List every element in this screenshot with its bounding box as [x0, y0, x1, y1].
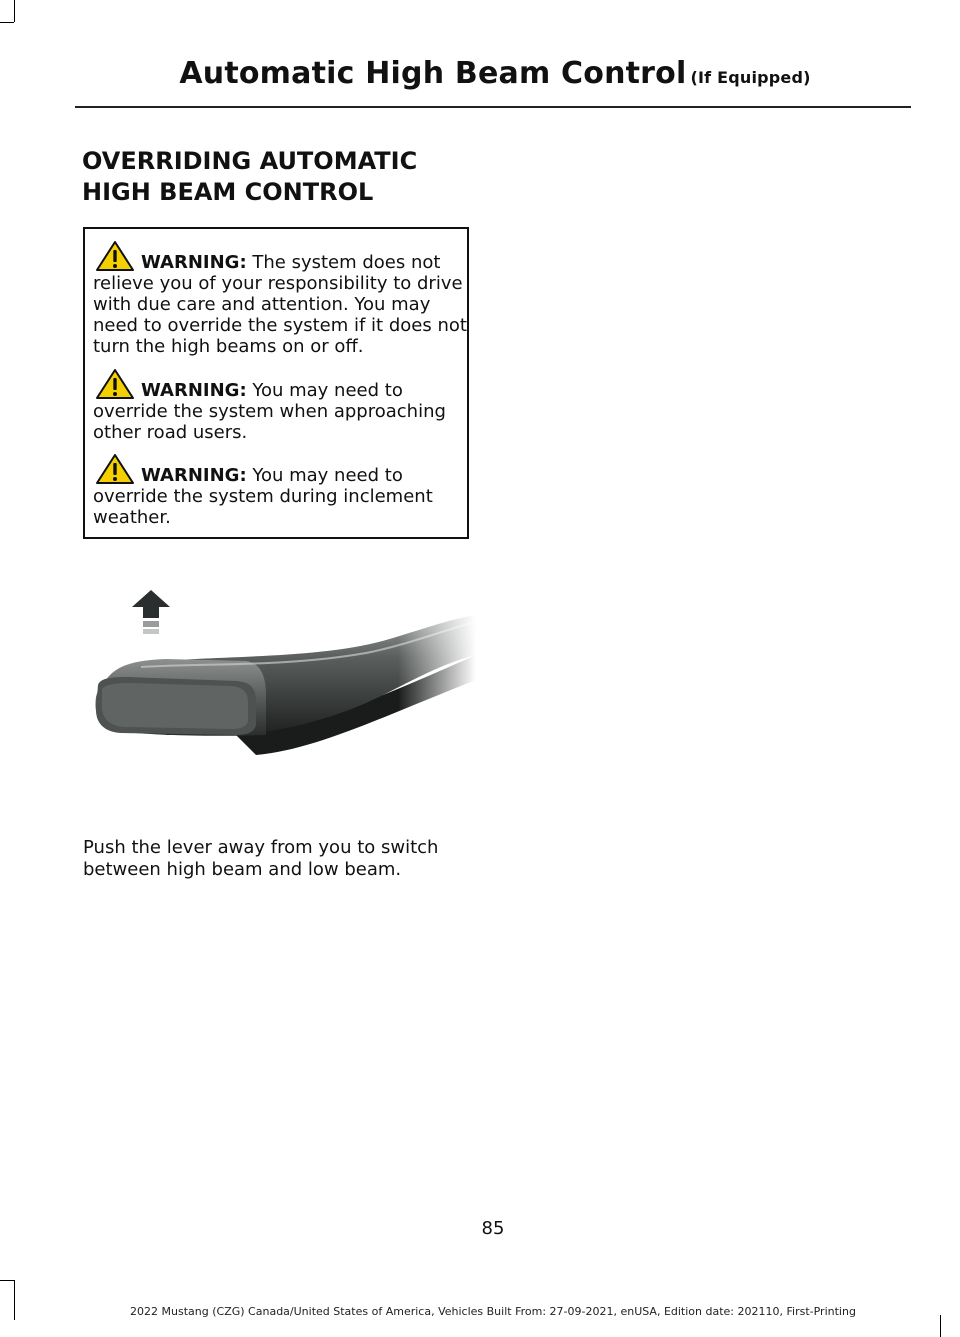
header-divider [75, 106, 911, 108]
header-title: Automatic High Beam Control [179, 56, 687, 91]
warning-text: The system does not relieve you of your responsibility to drive with due care and attention. You may need to override the system if it does not turn the high beams on or off. [93, 252, 467, 357]
crop-mark [940, 1315, 941, 1337]
crop-mark [14, 0, 15, 22]
section-title-line1: OVERRIDING AUTOMATIC [82, 147, 418, 175]
warning-triangle-icon [95, 240, 135, 272]
warning-text: You may need to override the system during inclement weather. [93, 465, 433, 528]
section-title-line2: HIGH BEAM CONTROL [82, 178, 374, 206]
warning-triangle-icon [95, 368, 135, 400]
warning-label: WARNING: [141, 252, 247, 273]
warning-box [83, 227, 469, 539]
instruction-paragraph: Push the lever away from you to switch between high beam and low beam. [83, 837, 439, 880]
section-title [82, 146, 502, 208]
warning-1 [93, 240, 467, 357]
page-footer: 2022 Mustang (CZG) Canada/United States of America, Vehicles Built From: 27-09-2021, enUSA, Edition date: 202110, First-Printing [130, 1305, 856, 1318]
warning-2 [93, 368, 467, 443]
warning-triangle-icon [95, 453, 135, 485]
warning-label: WARNING: [141, 380, 247, 401]
warning-text: You may need to override the system when approaching other road users. [93, 380, 446, 443]
lever-illustration [86, 585, 476, 775]
crop-mark [0, 22, 14, 23]
warning-label: WARNING: [141, 465, 247, 486]
page-number: 85 [481, 1218, 505, 1239]
crop-mark [0, 1280, 14, 1281]
warning-3 [93, 453, 467, 528]
header-suffix: (If Equipped) [690, 68, 811, 87]
page-header [0, 56, 960, 91]
